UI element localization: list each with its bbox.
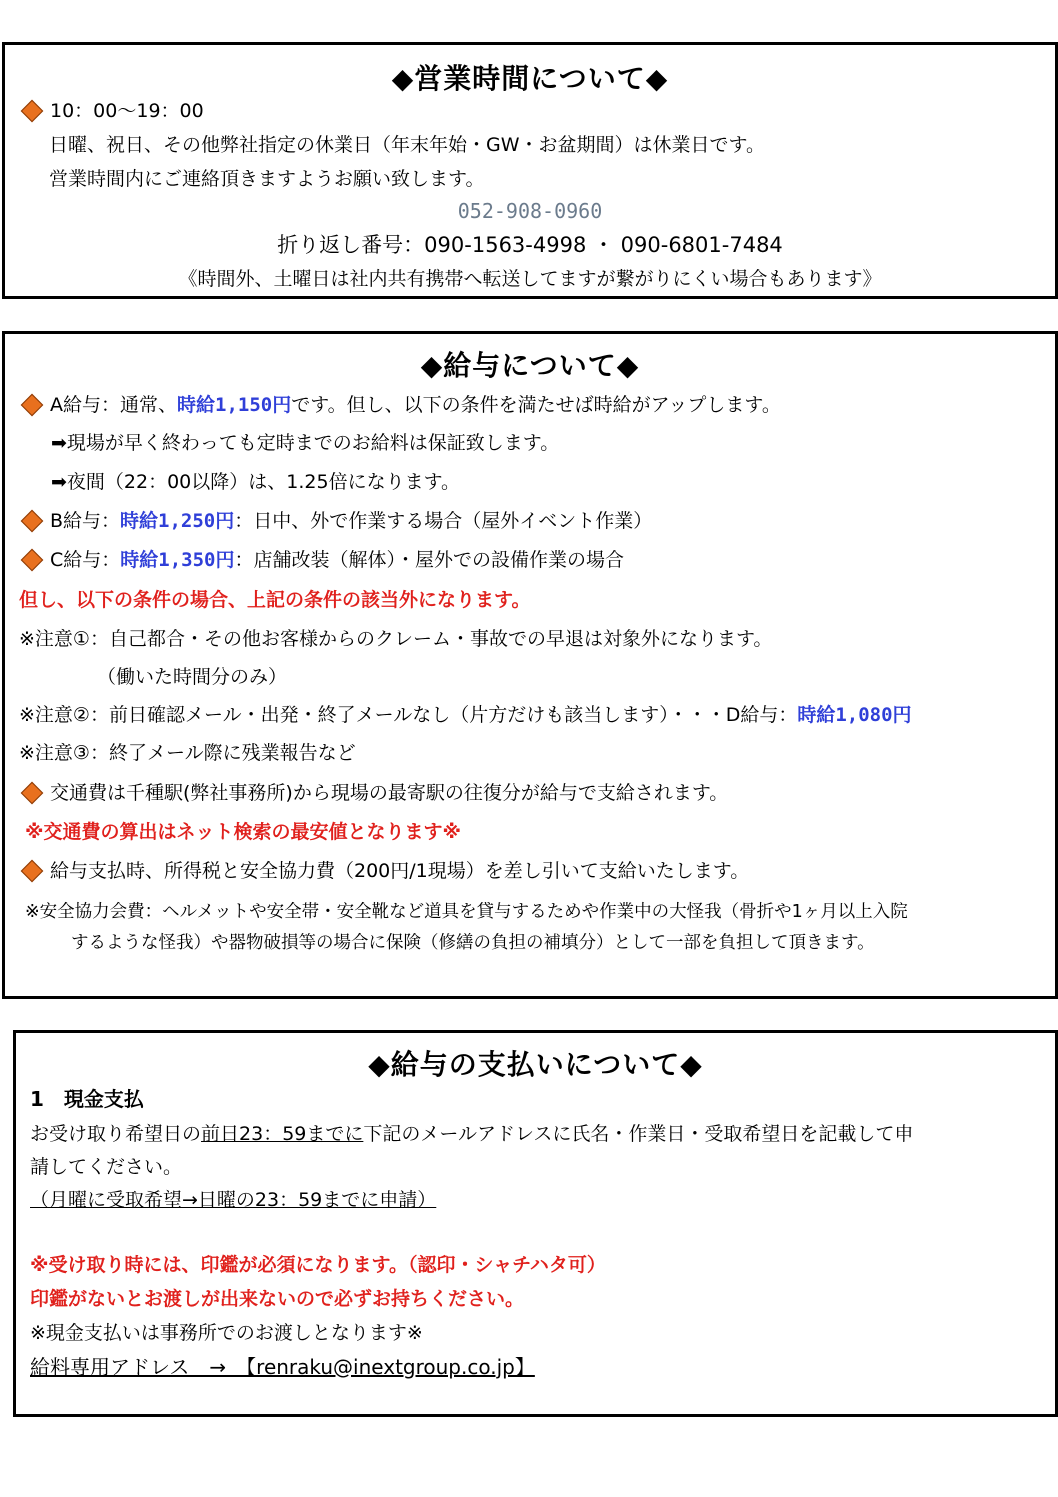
diamond-bullet-icon <box>21 100 44 123</box>
deduction-text: 給与支払時、所得税と安全協力費（200円/1現場）を差し引いて支給いたします。 <box>50 860 750 882</box>
phone-number: 052-908-0960 <box>457 199 603 223</box>
payment-title: ◆給与の支払いについて◆ <box>368 1048 703 1081</box>
deduction-line <box>19 859 749 883</box>
pay-b-suffix: ：日中、外で作業する場合（屋外イベント作業） <box>234 510 653 532</box>
pay-section <box>2 331 1058 999</box>
payment-body-line2: 請してください。 <box>30 1156 183 1178</box>
diamond-bullet-icon <box>21 510 44 533</box>
caution1-text: ※注意①：自己都合・その他お客様からのクレーム・事故での早退は対象外になります。 <box>19 628 773 650</box>
pay-b-rate: 時給1,250円 <box>120 510 235 532</box>
pay-a-rate: 時給1,150円 <box>177 394 292 416</box>
caution3-text: ※注意③：終了メール際に残業報告など <box>19 742 356 764</box>
diamond-bullet-icon <box>21 782 44 805</box>
seal-bring-note: 印鑑がないとお渡しが出来ないので必ずお持ちください。 <box>30 1288 525 1310</box>
holiday-text: 日曜、祝日、その他弊社指定の休業日（年末年始・GW・お盆期間）は休業日です。 <box>49 134 765 156</box>
hours-time: 10：00～19：00 <box>50 100 204 122</box>
office-pickup-note: ※現金支払いは事務所でのお渡しとなります※ <box>30 1322 423 1344</box>
diamond-bullet-icon <box>21 394 44 417</box>
exception-text: 但し、以下の条件の場合、上記の条件の該当外になります。 <box>19 589 531 611</box>
pay-c-rate: 時給1,350円 <box>120 549 235 571</box>
caution2-line <box>19 703 912 727</box>
transport-text: 交通費は千種駅(弊社事務所)から現場の最寄駅の往復分が給与で支給されます。 <box>50 782 729 804</box>
payment-body-post: 下記のメールアドレスに氏名・作業日・受取希望日を記載して申 <box>363 1123 914 1145</box>
pay-c-prefix: C給与： <box>50 549 121 571</box>
diamond-bullet-icon <box>21 860 44 883</box>
pay-a-note1: ➡現場が早く終わっても定時までのお給料は保証致します。 <box>51 432 560 454</box>
payment-example: （月曜に受取希望→日曜の23：59までに申請） <box>30 1189 437 1211</box>
request-text: 営業時間内にご連絡頂きますようお願い致します。 <box>49 168 485 190</box>
payment-method-section <box>13 1030 1058 1417</box>
safety-note-line2: するような怪我）や器物破損等の場合に保険（修繕の負担の補填分）として一部を負担して頂きます。 <box>71 933 875 953</box>
transport-note: ※交通費の算出はネット検索の最安値となります※ <box>25 821 461 843</box>
payment-body-line1 <box>30 1122 913 1146</box>
pay-a-note2: ➡夜間（22：00以降）は、1.25倍になります。 <box>51 471 461 493</box>
pay-a-line <box>19 393 781 417</box>
pay-b-prefix: B給与： <box>50 510 121 532</box>
pay-c-line <box>19 548 624 572</box>
payment-body-pre: お受け取り希望日の <box>30 1123 202 1145</box>
business-hours-title: ◆営業時間について◆ <box>391 62 669 95</box>
seal-required-note: ※受け取り時には、印鑑が必須になります。（認印・シャチハタ可） <box>30 1254 606 1276</box>
after-hours-note: 《時間外、土曜日は社内共有携帯へ転送してますが繋がりにくい場合もあります》 <box>178 268 882 290</box>
business-hours-section <box>2 42 1058 299</box>
transport-line <box>19 781 728 805</box>
salary-email-address: 給料専用アドレス → 【renraku@inextgroup.co.jp】 <box>30 1355 535 1379</box>
hours-time-line <box>19 99 204 123</box>
diamond-bullet-icon <box>21 549 44 572</box>
pay-title: ◆給与について◆ <box>420 349 640 382</box>
pay-c-suffix: ：店舗改装（解体）・屋外での設備作業の場合 <box>234 549 624 571</box>
pay-a-suffix: です。但し、以下の条件を満たせば時給がアップします。 <box>291 394 781 416</box>
callback-numbers: 折り返し番号：090-1563-4998 ・ 090-6801-7484 <box>277 233 783 257</box>
cash-payment-heading: 1 現金支払 <box>30 1087 144 1111</box>
caution2-text: ※注意②：前日確認メール・出発・終了メールなし（片方だけも該当します）・・・D給与： <box>19 704 798 726</box>
pay-a-prefix: A給与：通常、 <box>50 394 177 416</box>
pay-b-line <box>19 509 652 533</box>
pay-d-rate: 時給1,080円 <box>797 704 912 726</box>
deadline-text: 前日23：59までに <box>201 1123 364 1145</box>
safety-note-line1: ※安全協力会費：ヘルメットや安全帯・安全靴など道具を貸与するためや作業中の大怪我（骨折や1ヶ月以上入院 <box>25 902 908 922</box>
caution1-sub-text: （働いた時間分のみ） <box>97 666 288 688</box>
